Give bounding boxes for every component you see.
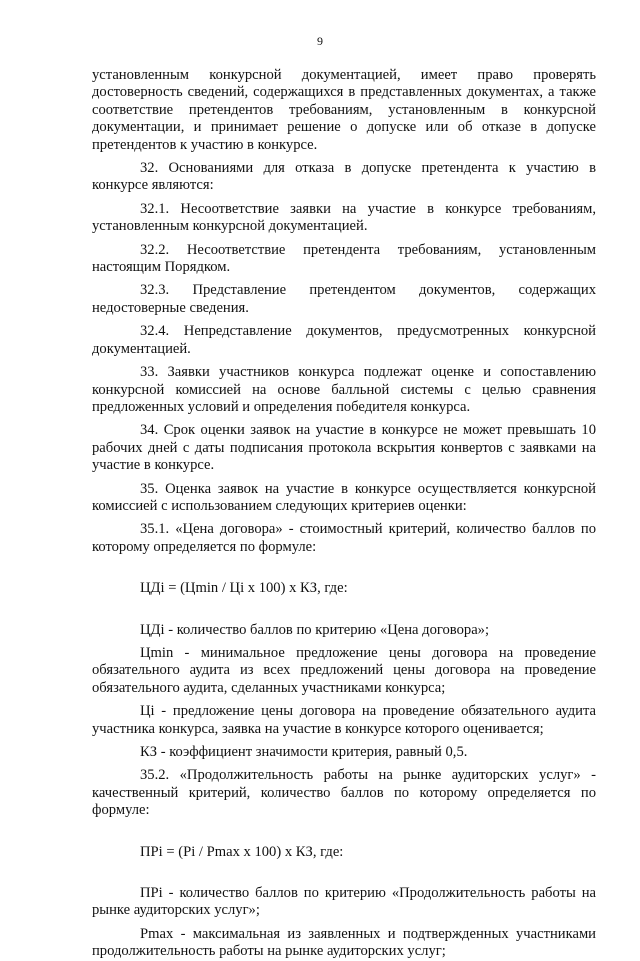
definition-cdi: ЦДi - количество баллов по критерию «Цена договора»; — [140, 621, 490, 638]
definition-kz: КЗ - коэффициент значимости критерия, равный 0,5. — [140, 744, 468, 760]
paragraph-35-2: 35.2. «Продолжительность работы на рынке аудиторских услуг» - качественный критерий, количество баллов по которому определяется по формуле: — [92, 767, 596, 819]
definition-pri: ПРi - количество баллов по критерию «Продолжительность работы на рынке аудиторских услуг»; — [92, 885, 596, 919]
paragraph-32-2: 32.2. Несоответствие претендента требованиям, установленным настоящим Порядком. — [92, 241, 596, 276]
paragraph-32-3: 32.3. Представление претендентом документов, содержащих недостоверные сведения. — [92, 282, 596, 316]
definition-ci: Цi - предложение цены договора на проведение обязательного аудита участника конкурса, заявка на участие в конкурсе которого оценивается; — [92, 703, 596, 737]
page-number: 9 — [317, 34, 323, 48]
paragraph-32-1: 32.1. Несоответствие заявки на участие в конкурсе требованиям, установленным конкурсной документацией. — [92, 200, 596, 235]
definition-cmin: Цmin - минимальное предложение цены договора на проведение обязательного аудита из всех предложений цены договора на проведение обязательного аудита, сделанных участниками конкурса; — [92, 644, 596, 696]
paragraph-32: 32. Основаниями для отказа в допуске претендента к участию в конкурсе являются: — [92, 160, 596, 194]
paragraph-35-1: 35.1. «Цена договора» - стоимостный критерий, количество баллов по которому определяется по формуле: — [92, 521, 596, 555]
formula-duration: ПРi = (Pi / Pmax x 100) x КЗ, где: — [140, 843, 344, 860]
formula-price: ЦДi = (Цmin / Цi x 100) x КЗ, где: — [140, 580, 348, 597]
paragraph-35: 35. Оценка заявок на участие в конкурсе осуществляется конкурсной комиссией с использованием следующих критериев оценки: — [92, 480, 596, 514]
paragraph-33: 33. Заявки участников конкурса подлежат оценке и сопоставлению конкурсной комиссией на основе балльной системы с целью сравнения предложенных условий и определения победителя конкурса. — [92, 364, 596, 415]
paragraph-34: 34. Срок оценки заявок на участие в конкурсе не может превышать 10 рабочих дней с даты подписания протокола вскрытия конвертов с заявками на участие в конкурсе. — [92, 422, 596, 474]
paragraph-continuation: установленным конкурсной документацией, имеет право проверять достоверность сведений, содержащихся в представленных документах, а также соответствие претендентов требованиям, установленным в конкурсной документации, и принимает решение о допуске или об отказе в допуске претендентов к участию в конкурсе. — [92, 67, 596, 153]
definition-pmax: Pmax - максимальная из заявленных и подтвержденных участниками продолжительность работы на рынке аудиторских услуг; — [92, 925, 596, 960]
document-body — [92, 67, 596, 961]
paragraph-32-4: 32.4. Непредставление документов, предусмотренных конкурсной документацией. — [92, 323, 596, 357]
